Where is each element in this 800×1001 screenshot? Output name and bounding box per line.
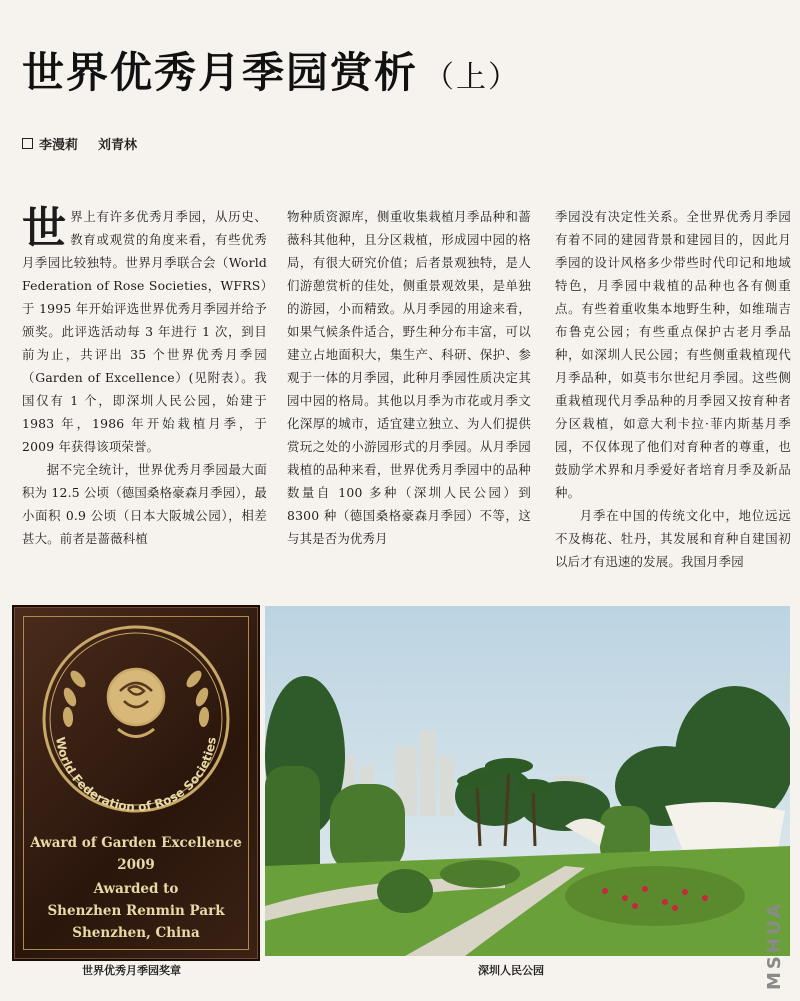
- plaque-line-2: 2009: [117, 857, 155, 873]
- square-bullet-icon: [22, 138, 33, 149]
- award-plaque-image: [12, 605, 260, 961]
- plaque-line-3: Awarded to: [93, 881, 179, 897]
- paragraph: 界上有许多优秀月季园，从历史、教育或观赏的角度来看，有些优秀月季园比较独特。世界月季联合会（World Federation of Rose Societies，WFRS）于 1995 年开始评选世界优秀月季园并给予颁奖。此评选活动每 3 年进行 1 次，到目前为止，共评出 35 个世界优秀月季园（Garden of Excellence）(见附表）。我国仅有 1 个，即深圳人民公园，始建于 1983 年，1986 年开始栽植月季，于 2009 年获得该项荣誉。: [22, 209, 267, 454]
- paragraph: 物种质资源库，侧重收集栽植月季品种和蔷薇科其他种，且分区栽植，形成园中园的格局，有很大研究价值；后者景观独特，是人们游憩赏析的佳处，侧重景观效果，是单独的游园，小而精致。从月季园的用途来看，如果气候条件适合，野生种分布丰富，可以建立占地面积大，集生产、科研、保护、参观于一体的月季园，此种月季园性质决定其园中园的格局。其他以月季为市花或月季文化深厚的城市，适宜建立独立、为人们提供赏玩之处的小游园形式的月季园。从月季园栽植的品种来看，世界优秀月季园中的品种数量自 100 多种（深圳人民公园）到 8300 种（德国桑格豪森月季园）不等，这与其是否为优秀月: [287, 209, 531, 546]
- text-column-2: [287, 205, 531, 550]
- author-2: 刘青林: [98, 138, 138, 153]
- plaque-line-1: Award of Garden Excellence: [30, 835, 242, 851]
- watermark-text: MSHUA: [764, 901, 785, 990]
- drop-cap: 世: [22, 203, 67, 254]
- plaque-ring-text: World Federation of Rose Societies: [53, 735, 219, 815]
- rose-emblem-icon: [28, 619, 244, 825]
- text-column-3: [555, 205, 791, 573]
- paragraph: 月季在中国的传统文化中，地位远远不及梅花、牡丹，其发展和育种自建国初以后才有迅速的发展。我国月季园: [555, 508, 791, 569]
- plaque-line-4: Shenzhen Renmin Park: [47, 903, 225, 919]
- author-1: 李漫莉: [39, 138, 79, 153]
- article-title: 世界优秀月季园赏析 （上）: [22, 48, 521, 97]
- paragraph: 季园没有决定性关系。全世界优秀月季园有着不同的建园背景和建园目的，因此月季园的设计风格多少带些时代印记和地域特色，月季园中栽植的品种也各有侧重点。有些着重收集本地野生种，如维瑞吉布鲁克公园；有些重点保护古老月季品种，如深圳人民公园；有些侧重栽植现代月季品种，如莫韦尔世纪月季园。这些侧重栽植现代月季品种的月季园又按育种者分区栽植，如意大利卡拉·菲内斯基月季园，不仅体现了他们对育种者的尊重，也鼓励学术界和月季爱好者培育月季及新品种。: [555, 209, 791, 500]
- text-column-1: [22, 205, 267, 550]
- plaque-line-5: Shenzhen, China: [72, 925, 200, 941]
- plaque-caption: 世界优秀月季园奖章: [82, 964, 181, 977]
- author-line: [22, 134, 137, 153]
- article-title-suffix: （上）: [424, 60, 521, 95]
- park-scene-image: [265, 606, 790, 956]
- photo-caption: 深圳人民公园: [478, 964, 544, 977]
- paragraph: 据不完全统计，世界优秀月季园最大面积为 12.5 公顷（德国桑格豪森月季园），最小面积 0.9 公顷（日本大阪城公园），相差甚大。前者是蔷薇科植: [22, 462, 267, 546]
- park-photo: [265, 606, 790, 956]
